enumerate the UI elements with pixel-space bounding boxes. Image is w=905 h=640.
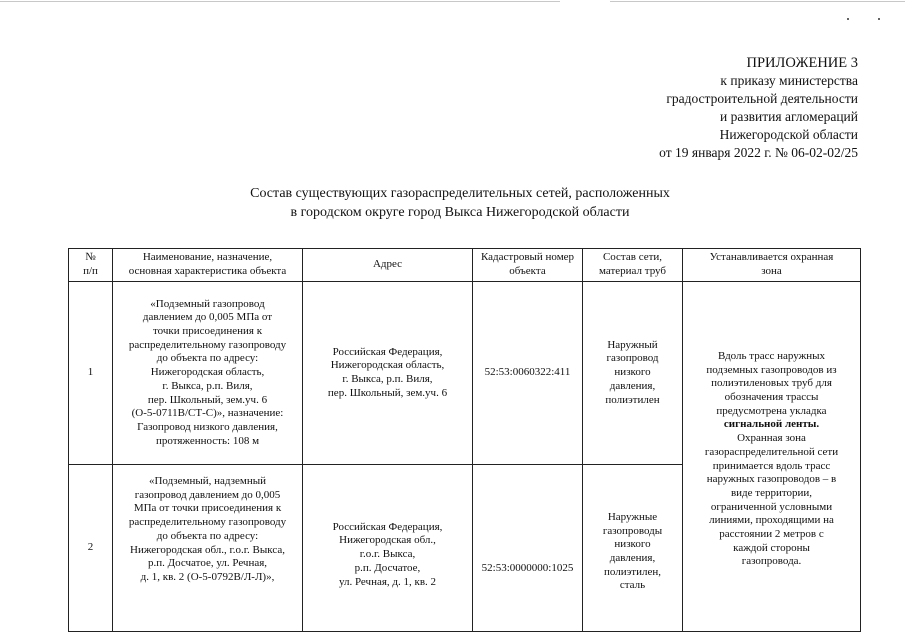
cell-cadastral: 52:53:0000000:1025 xyxy=(473,465,583,632)
table-header-row xyxy=(69,249,861,282)
header-name: Наименование, назначение, основная характеристика объекта xyxy=(113,249,303,282)
scan-speck xyxy=(878,18,880,20)
scan-edge-line xyxy=(0,1,905,2)
header-num: № п/п xyxy=(69,249,113,282)
appendix-order-line: от 19 января 2022 г. № 06-02-02/25 xyxy=(659,145,858,160)
cell-name: «Подземный газопровод давлением до 0,005 МПа от точки присоединения к распределительному газопроводу до объекта по адресу: Нижегородская область, г. Выкса, р.п. Виля, пер. Школьный, зем.уч. 6 (О-5-0711В/СТ-С)», назначение: Газопровод низкого давления, протяженность: 108 м xyxy=(113,282,303,465)
header-address: Адрес xyxy=(303,249,473,282)
appendix-line: к приказу министерства xyxy=(720,73,858,88)
cell-name: «Подземный, надземный газопровод давлением до 0,005 МПа от точки присоединения к распределительному газопроводу до объекта по адресу: Нижегородская обл., г.о.г. Выкса, р.п. Досчатое, ул. Речная, д. 1, кв. 2 (О-5-0792В/Л-Л)», xyxy=(113,465,303,632)
appendix-line: градостроительной деятельности xyxy=(666,91,858,106)
cell-num: 1 xyxy=(69,282,113,465)
appendix-line: Нижегородской области xyxy=(719,127,858,142)
appendix-line: и развития агломераций xyxy=(719,109,858,124)
cell-network: Наружные газопроводы низкого давления, полиэтилен, сталь xyxy=(583,465,683,632)
table-row xyxy=(69,282,861,465)
appendix-heading: ПРИЛОЖЕНИЕ 3 xyxy=(746,55,858,71)
document-title xyxy=(160,184,760,222)
gas-network-table xyxy=(68,248,861,632)
scan-speck xyxy=(847,18,849,20)
cell-num: 2 xyxy=(69,465,113,632)
title-line: в городском округе город Выкса Нижегородской области xyxy=(290,205,630,220)
header-cadastral: Кадастровый номер объекта xyxy=(473,249,583,282)
cell-address: Российская Федерация, Нижегородская область, г. Выкса, р.п. Виля, пер. Школьный, зем.уч. 6 xyxy=(303,282,473,465)
header-network: Состав сети, материал труб xyxy=(583,249,683,282)
zone-bold-text: сигнальной ленты. xyxy=(723,418,820,431)
appendix-block xyxy=(538,54,858,162)
title-line: Состав существующих газораспределительных сетей, расположенных xyxy=(250,186,670,201)
cell-network: Наружный газопровод низкого давления, полиэтилен xyxy=(583,282,683,465)
cell-address: Российская Федерация, Нижегородская обл., г.о.г. Выкса, р.п. Досчатое, ул. Речная, д. 1, кв. 2 xyxy=(303,465,473,632)
cell-protection-zone: Вдоль трасс наружных подземных газопроводов из полиэтиленовых труб для обозначения трассы предусмотрена укладка сигнальной ленты. Охранная зона газораспределительной сети принимается вдоль трасс наружных газопроводов – в виде территории, ограниченной условными линиями, проходящими на расстоянии 2 метров с каждой стороны газопровода. xyxy=(683,282,861,632)
header-zone: Устанавливается охранная зона xyxy=(683,249,861,282)
cell-cadastral: 52:53:0060322:411 xyxy=(473,282,583,465)
